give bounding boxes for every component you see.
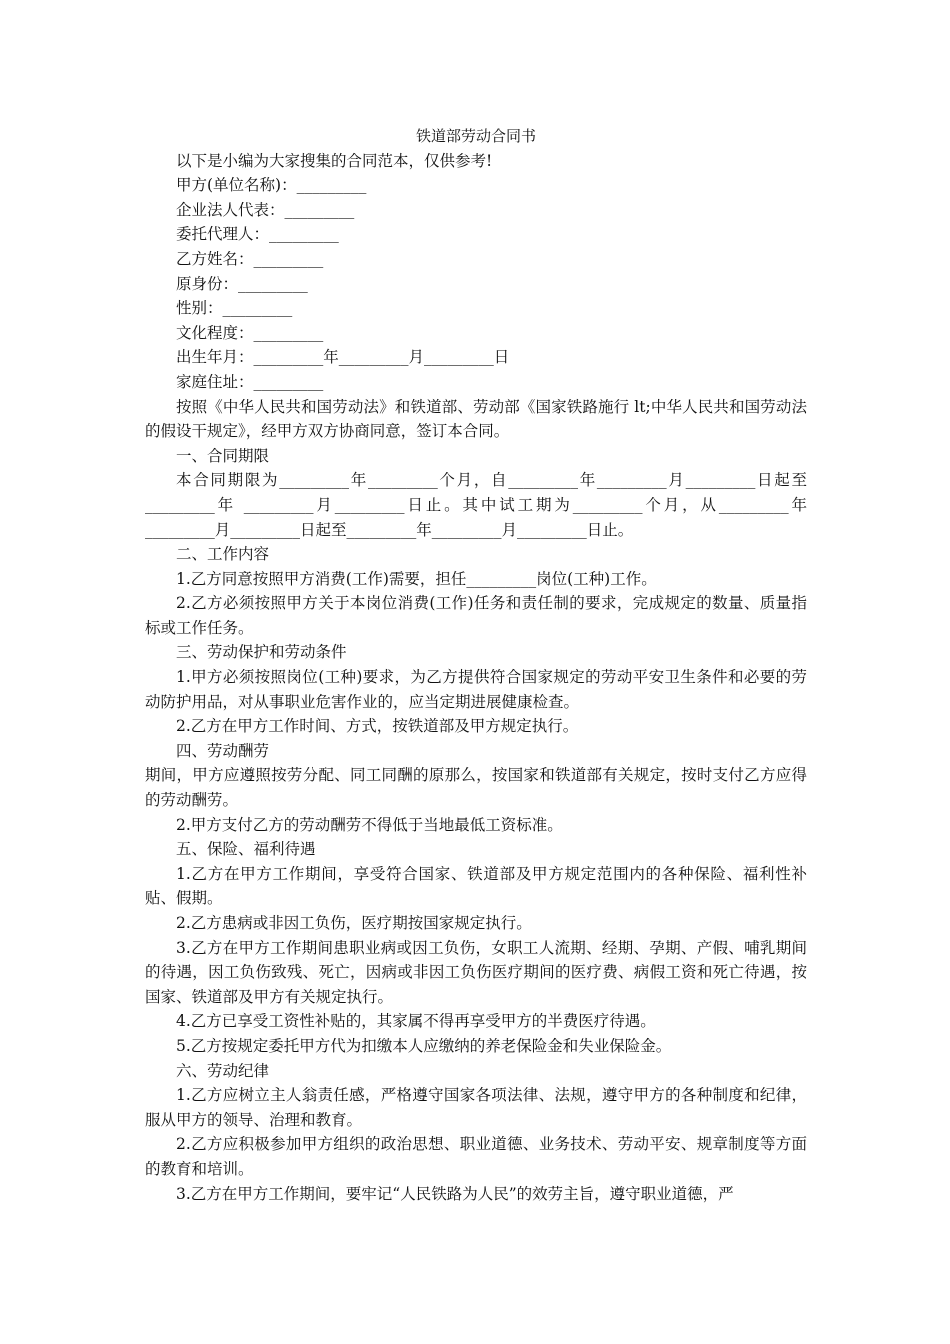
paragraph: 1.乙方同意按照甲方消费(工作)需要，担任_________岗位(工种)工作。: [176, 569, 657, 588]
field-education: 文化程度：_________: [176, 323, 324, 342]
paragraph: 2.乙方在甲方工作时间、方式，按铁道部及甲方规定执行。: [176, 717, 579, 736]
section-heading: 五、保险、福利待遇: [176, 840, 316, 859]
section-heading: 二、工作内容: [176, 545, 270, 564]
paragraph: 1.乙方应树立主人翁责任感，严格遵守国家各项法律、法规，遵守甲方的各种制度和纪律，服从甲方的领导、治理和教育。: [145, 1086, 807, 1129]
field-birth-date: 出生年月：_________年_________月_________日: [176, 348, 510, 367]
field-gender: 性别：_________: [176, 299, 293, 318]
preamble-paragraph: 按照《中华人民共和国劳动法》和铁道部、劳动部《国家铁路施行 lt;中华人民共和国劳动法的假设干规定》，经甲方双方协商同意，签订本合同。: [145, 397, 807, 441]
section-heading: 六、劳动纪律: [176, 1061, 270, 1080]
field-home-address: 家庭住址：_________: [176, 372, 324, 391]
intro-paragraph: 以下是小编为大家搜集的合同范本，仅供参考!: [176, 151, 493, 170]
field-agent: 委托代理人：_________: [176, 225, 339, 244]
paragraph: 4.乙方已享受工资性补贴的，其家属不得再享受甲方的半费医疗待遇。: [176, 1012, 656, 1031]
field-legal-representative: 企业法人代表：_________: [176, 200, 355, 219]
contract-document: [145, 124, 807, 1206]
document-title: 铁道部劳动合同书: [415, 127, 536, 145]
paragraph: 3.乙方在甲方工作期间，要牢记“人民铁路为人民”的效劳主旨，遵守职业道德，严: [176, 1184, 734, 1203]
section-heading: 四、劳动酬劳: [176, 741, 270, 760]
field-party-b-name: 乙方姓名：_________: [176, 249, 324, 268]
paragraph: 2.乙方应积极参加甲方组织的政治思想、职业道德、业务技术、劳动平安、规章制度等方面的教育和培训。: [145, 1135, 807, 1178]
paragraph: 2.甲方支付乙方的劳动酬劳不得低于当地最低工资标准。: [176, 815, 563, 834]
field-original-identity: 原身份：_________: [176, 274, 308, 293]
paragraph: 期间，甲方应遵照按劳分配、同工同酬的原那么，按国家和铁道部有关规定，按时支付乙方应得的劳动酬劳。: [145, 766, 807, 810]
paragraph: 本合同期限为_________年_________个月，自_________年_________月_________日起至_________年 _________月_________日止。其中试工期为_________个月，从_________年_________月_________日起至_________年_________月_________日止。: [145, 471, 807, 539]
section-heading: 三、劳动保护和劳动条件: [176, 643, 347, 662]
field-party-a-name: 甲方(单位名称)：_________: [176, 176, 367, 195]
paragraph: 1.甲方必须按照岗位(工种)要求，为乙方提供符合国家规定的劳动平安卫生条件和必要的劳动防护用品，对从事职业危害作业的，应当定期进展健康检查。: [145, 668, 807, 711]
paragraph: 3.乙方在甲方工作期间患职业病或因工负伤，女职工人流期、经期、孕期、产假、哺乳期间的待遇，因工负伤致残、死亡，因病或非因工负伤医疗期间的医疗费、病假工资和死亡待遇，按国家、铁道部及甲方有关规定执行。: [145, 938, 807, 1006]
section-heading: 一、合同期限: [176, 446, 270, 465]
paragraph: 2.乙方患病或非因工负伤，医疗期按国家规定执行。: [176, 914, 532, 932]
paragraph: 1.乙方在甲方工作期间，享受符合国家、铁道部及甲方规定范围内的各种保险、福利性补贴、假期。: [145, 864, 807, 908]
paragraph: 5.乙方按规定委托甲方代为扣缴本人应缴纳的养老保险金和失业保险金。: [176, 1036, 672, 1055]
paragraph: 2.乙方必须按照甲方关于本岗位消费(工作)任务和责任制的要求，完成规定的数量、质量指标或工作任务。: [145, 594, 807, 637]
